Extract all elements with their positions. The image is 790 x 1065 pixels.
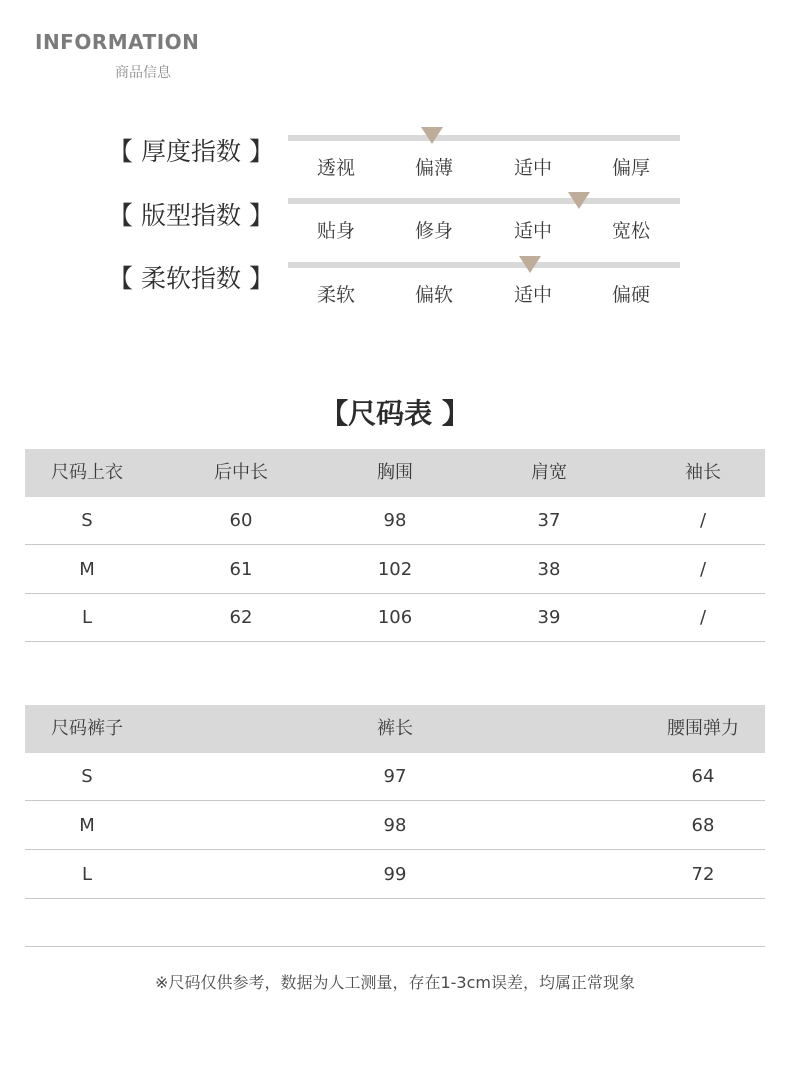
table-cell: 61: [229, 559, 253, 580]
table-cell: M: [79, 815, 95, 836]
fit-option: 宽松: [611, 220, 650, 242]
header-cell: 裤长: [377, 718, 413, 739]
table-cell: S: [81, 510, 93, 531]
top-size-table: [25, 449, 765, 643]
table-row: [25, 594, 765, 642]
pants-size-table: [25, 705, 765, 900]
table-cell: /: [699, 510, 707, 531]
table-cell: M: [79, 559, 95, 580]
softness-index-marker: [519, 256, 541, 273]
thickness-option: 偏薄: [414, 157, 453, 179]
table-row: [25, 753, 765, 801]
fit-index-label: 【 版型指数 】: [108, 201, 274, 230]
table-row: [25, 851, 765, 899]
size-chart-title: 【尺码表 】: [320, 397, 470, 430]
thickness-index-marker: [421, 127, 443, 144]
table-cell: 106: [377, 607, 413, 628]
table-cell: 72: [691, 864, 715, 885]
fit-option: 贴身: [316, 220, 355, 242]
table-cell: 37: [537, 510, 561, 531]
header-cell: 腰围弹力: [667, 718, 739, 739]
header-cell: 尺码裤子: [51, 718, 123, 739]
fit-index-bar: [288, 198, 680, 204]
fit-index-marker: [568, 192, 590, 209]
thickness-index-label: 【 厚度指数 】: [108, 137, 274, 166]
table-cell: L: [81, 864, 93, 885]
softness-option: 偏软: [414, 284, 453, 306]
table-cell: 98: [383, 815, 407, 836]
table-cell: 64: [691, 766, 715, 787]
table-cell: /: [699, 559, 707, 580]
table-cell: 102: [377, 559, 413, 580]
thickness-option: 透视: [316, 157, 355, 179]
table-cell: 97: [383, 766, 407, 787]
table-cell: 38: [537, 559, 561, 580]
table-row: [25, 802, 765, 850]
divider: [25, 946, 765, 947]
table-cell: 68: [691, 815, 715, 836]
softness-option: 适中: [513, 284, 552, 306]
information-subtitle: 商品信息: [115, 65, 171, 81]
table-cell: 39: [537, 607, 561, 628]
header-cell: 尺码上衣: [51, 462, 123, 483]
table-cell: 98: [383, 510, 407, 531]
table-header: [25, 705, 765, 753]
fit-option: 修身: [414, 220, 453, 242]
thickness-index-bar: [288, 135, 680, 141]
table-row: [25, 497, 765, 545]
header-cell: 肩宽: [531, 462, 567, 483]
table-header: [25, 449, 765, 497]
table-cell: 62: [229, 607, 253, 628]
thickness-option: 适中: [513, 157, 552, 179]
softness-index-bar: [288, 262, 680, 268]
table-cell: S: [81, 766, 93, 787]
header-cell: 后中长: [214, 462, 268, 483]
table-row: [25, 546, 765, 594]
table-cell: 60: [229, 510, 253, 531]
table-cell: L: [81, 607, 93, 628]
softness-index-label: 【 柔软指数 】: [108, 264, 274, 293]
information-title: INFORMATION: [35, 30, 200, 54]
softness-option: 柔软: [316, 284, 355, 306]
header-cell: 胸围: [377, 462, 413, 483]
header-cell: 袖长: [685, 462, 721, 483]
table-cell: 99: [383, 864, 407, 885]
measurement-note: ※尺码仅供参考，数据为人工测量，存在1-3cm误差，均属正常现象: [155, 973, 635, 992]
fit-option: 适中: [513, 220, 552, 242]
thickness-option: 偏厚: [611, 157, 650, 179]
table-cell: /: [699, 607, 707, 628]
softness-option: 偏硬: [611, 284, 650, 306]
